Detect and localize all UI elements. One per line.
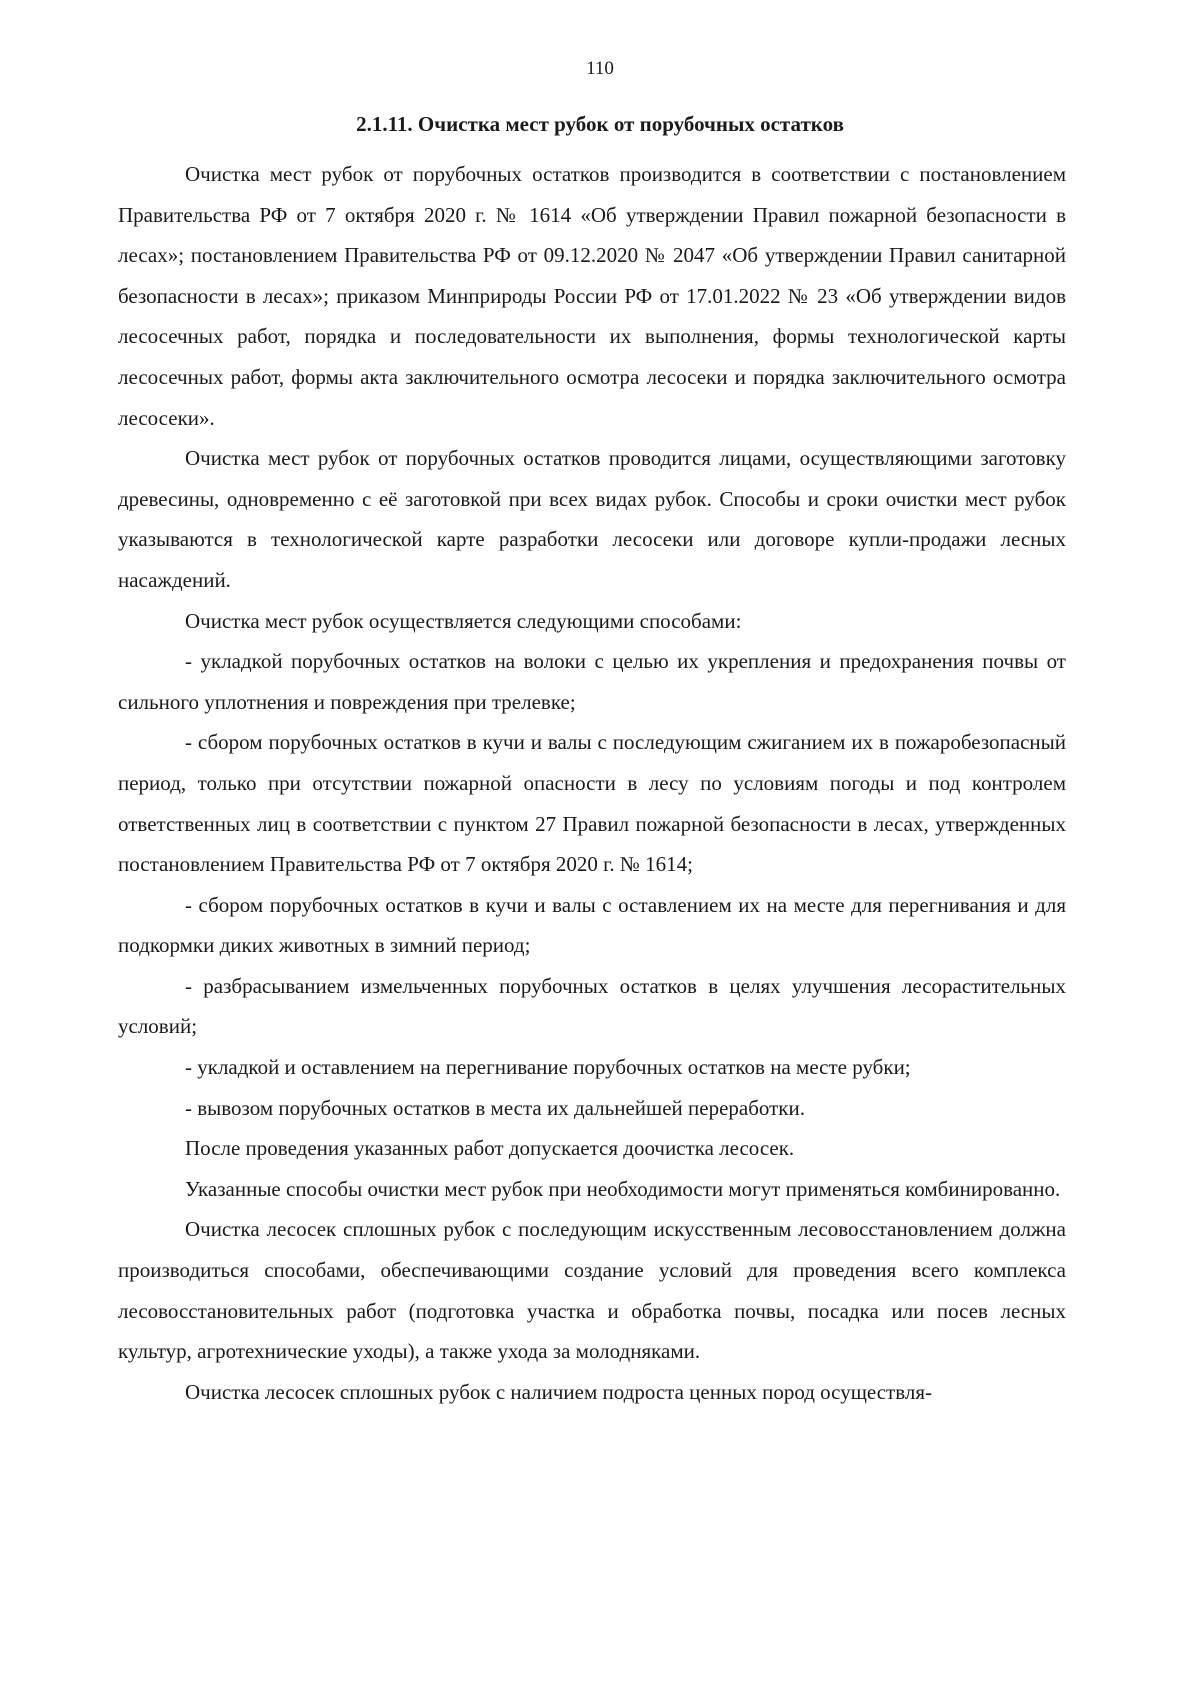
list-item-method-piles-decay: - сбором порубочных остатков в кучи и валы с оставлением их на месте для перегнивания и для подкормки диких животных в зимний период;	[118, 892, 1066, 958]
paragraph-clear-cut-undergrowth: Очистка лесосек сплошных рубок с наличием подроста ценных пород осуществля-	[185, 1379, 932, 1404]
paragraph-methods-intro: Очистка мест рубок осуществляется следующими способами:	[185, 608, 742, 633]
paragraph-combined-methods: Указанные способы очистки мест рубок при необходимости могут применяться комбинированно.	[185, 1176, 1061, 1201]
paragraph-responsible-parties: Очистка мест рубок от порубочных остатков проводится лицами, осуществляющими заготовку древесины, одновременно с её заготовкой при всех видах рубок. Способы и сроки очистки мест рубок указываются в технологической карте разработки лесосеки или договоре купли-продажи лесных насаждений.	[118, 446, 1066, 592]
list-item-method-burning: - сбором порубочных остатков в кучи и валы с последующим сжиганием их в пожаробезопасный период, только при отсутствии пожарной опасности в лесу по условиям погоды и под контролем ответственных лиц в соответствии с пунктом 27 Правил пожарной безопасности в лесах, утвержденных постановлением Правительства РФ от 7 октября 2020 г. № 1614;	[118, 730, 1066, 877]
paragraph-additional-cleaning: После проведения указанных работ допускается доочистка лесосек.	[185, 1136, 795, 1161]
paragraph-regulatory-basis: Очистка мест рубок от порубочных остатков производится в соответствии с постановлением Правительства РФ от 7 октября 2020 г. № 1614 «Об утверждении Правил пожарной безопасности в лесах»; постановлением Правительства РФ от 09.12.2020 № 2047 «Об утверждении Правил санитарной безопасности в лесах»; приказом Минприроды России РФ от 17.01.2022 № 23 «Об утверждении видов лесосечных работ, порядка и последовательности их выполнения, формы технологической карты лесосечных работ, формы акта заключительного осмотра лесосеки и порядка заключительного осмотра лесосеки».	[118, 162, 1066, 430]
page-number: 110	[586, 58, 614, 79]
list-item-method-scattering: - разбрасыванием измельченных порубочных остатков в целях улучшения лесорастительных условий;	[118, 973, 1066, 1039]
list-item-method-removal: - вывозом порубочных остатков в места их дальнейшей переработки.	[185, 1095, 805, 1120]
section-title: 2.1.11. Очистка мест рубок от порубочных остатков	[356, 112, 844, 136]
list-item-method-leave-on-site: - укладкой и оставлением на перегнивание порубочных остатков на месте рубки;	[185, 1055, 911, 1080]
list-item-method-skid-trails: - укладкой порубочных остатков на волоки с целью их укрепления и предохранения почвы от сильного уплотнения и повреждения при трелевке;	[118, 649, 1066, 714]
paragraph-clear-cut-reforestation: Очистка лесосек сплошных рубок с последующим искусственным лесовосстановлением должна производиться способами, обеспечивающими создание условий для проведения всего комплекса лесовосстановительных работ (подготовка участка и обработка почвы, посадка или посев лесных культур, агротехнические уходы), а также ухода за молодняками.	[118, 1217, 1066, 1364]
body-text	[118, 154, 1066, 1412]
